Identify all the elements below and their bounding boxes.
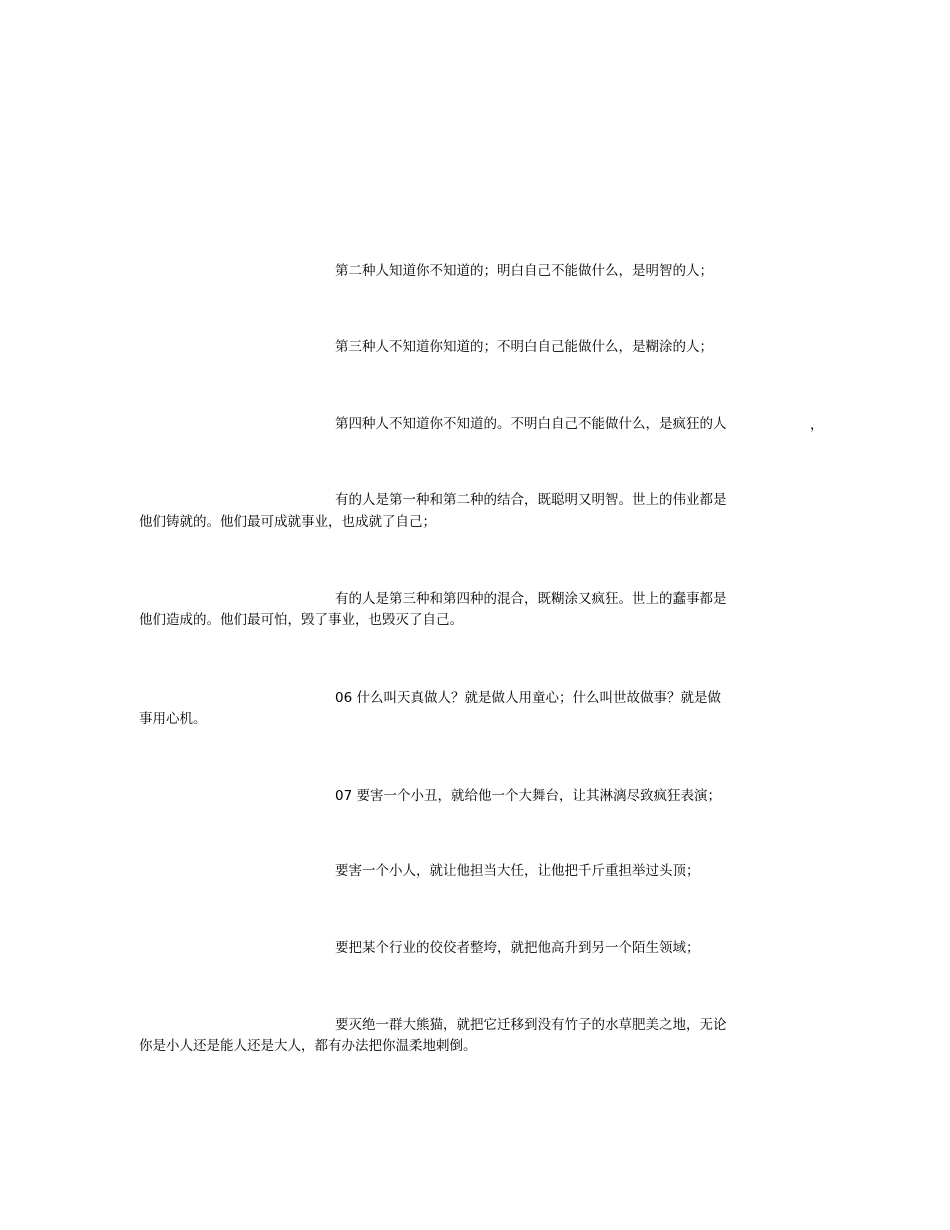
paragraph-third-fourth-mix-line1: 有的人是第三种和第四种的混合，既糊涂又疯狂。世上的蠢事都是 bbox=[335, 591, 727, 607]
paragraph-second-type: 第二种人知道你不知道的；明白自己不能做什么，是明智的人； bbox=[335, 263, 713, 279]
paragraph-third-type: 第三种人不知道你知道的；不明白自己能做什么，是糊涂的人； bbox=[335, 339, 713, 355]
trailing-comma: ， bbox=[810, 417, 824, 433]
paragraph-fourth-type: 第四种人不知道你不知道的。不明白自己不能做什么，是疯狂的人 bbox=[335, 416, 727, 432]
paragraph-industry-leader: 要把某个行业的佼佼者整垮，就把他高升到另一个陌生领域； bbox=[335, 940, 700, 956]
paragraph-panda-line1: 要灭绝一群大熊猫，就把它迁移到没有竹子的水草肥美之地，无论 bbox=[335, 1017, 727, 1033]
paragraph-06-line1: 06 什么叫天真做人？就是做人用童心；什么叫世故做事？就是做 bbox=[335, 690, 721, 706]
paragraph-first-second-combo-line1: 有的人是第一种和第二种的结合，既聪明又明智。世上的伟业都是 bbox=[335, 492, 727, 508]
paragraph-third-fourth-mix-line2: 他们造成的。他们最可怕，毁了事业，也毁灭了自己。 bbox=[139, 612, 463, 628]
paragraph-first-second-combo-line2: 他们铸就的。他们最可成就事业，也成就了自己； bbox=[139, 514, 436, 530]
paragraph-07-clown: 07 要害一个小丑，就给他一个大舞台，让其淋漓尽致疯狂表演； bbox=[335, 788, 721, 804]
paragraph-06-line2: 事用心机。 bbox=[139, 711, 207, 727]
paragraph-panda-line2: 你是小人还是能人还是大人，都有办法把你温柔地剌倒。 bbox=[139, 1038, 477, 1054]
paragraph-petty-person: 要害一个小人，就让他担当大任，让他把千斤重担举过头顶； bbox=[335, 863, 700, 879]
